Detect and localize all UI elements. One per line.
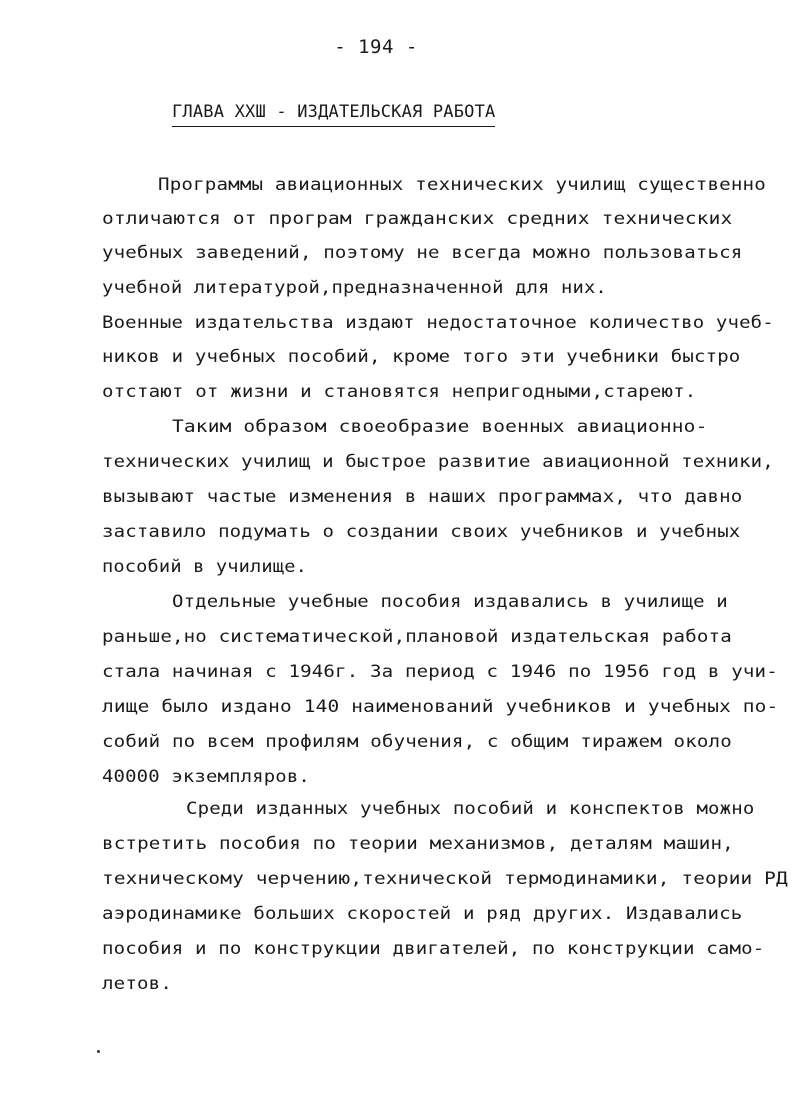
text-line: пособий в училище. [102, 557, 307, 577]
text-line: отличаются от програм гражданских средних технических [102, 209, 733, 229]
text-line: технических училищ и быстрое развитие авиационной техники, [102, 452, 774, 472]
text-line: заставило подумать о создании своих учебников и учебных [102, 522, 741, 542]
text-line: вызывают частые изменения в наших программах, что давно [102, 487, 743, 507]
text-line: учебной литературой,предназначенной для них. [102, 278, 607, 298]
text-line: Программы авиационных технических училищ существенно [158, 175, 766, 195]
text-line: летов. [102, 974, 172, 994]
text-line: отстают от жизни и становятся непригодными,стареют. [102, 382, 697, 402]
text-line: раньше,но систематической,плановой издательская работа [102, 627, 732, 647]
text-line: техническому черчению,технической термодинамики, теории РД [102, 869, 788, 889]
text-line: Военные издательства издают недостаточное количество учеб- [102, 313, 774, 333]
text-line: лище было издано 140 наименований учебников и учебных по- [102, 697, 779, 717]
text-line: пособия и по конструкции двигателей, по конструкции само- [102, 939, 765, 959]
text-line: 40000 экземпляров. [102, 767, 310, 787]
text-line: стала начиная с 1946г. За период с 1946 по 1956 год в учи- [102, 662, 778, 682]
text-line: встретить пособия по теории механизмов, деталям машин, [102, 834, 734, 854]
text-line: аэродинамике больших скоростей и ряд других. Издавались [102, 904, 743, 924]
page-number: - 194 - [334, 36, 418, 58]
text-line: Таким образом своеобразие военных авиационно- [172, 417, 708, 437]
scan-speck [97, 1050, 100, 1053]
text-line: Отдельные учебные пособия издавались в училище и [172, 592, 728, 612]
text-line: собий по всем профилям обучения, с общим тиражем около [102, 732, 732, 752]
chapter-title: ГЛАВА XXШ - ИЗДАТЕЛЬСКАЯ РАБОТА [172, 102, 495, 127]
text-line: учебных заведений, поэтому не всегда можно пользоваться [102, 243, 743, 263]
text-line: Среди изданных учебных пособий и конспектов можно [186, 799, 755, 819]
text-line: ников и учебных пособий, кроме того эти учебники быстро [102, 347, 741, 367]
